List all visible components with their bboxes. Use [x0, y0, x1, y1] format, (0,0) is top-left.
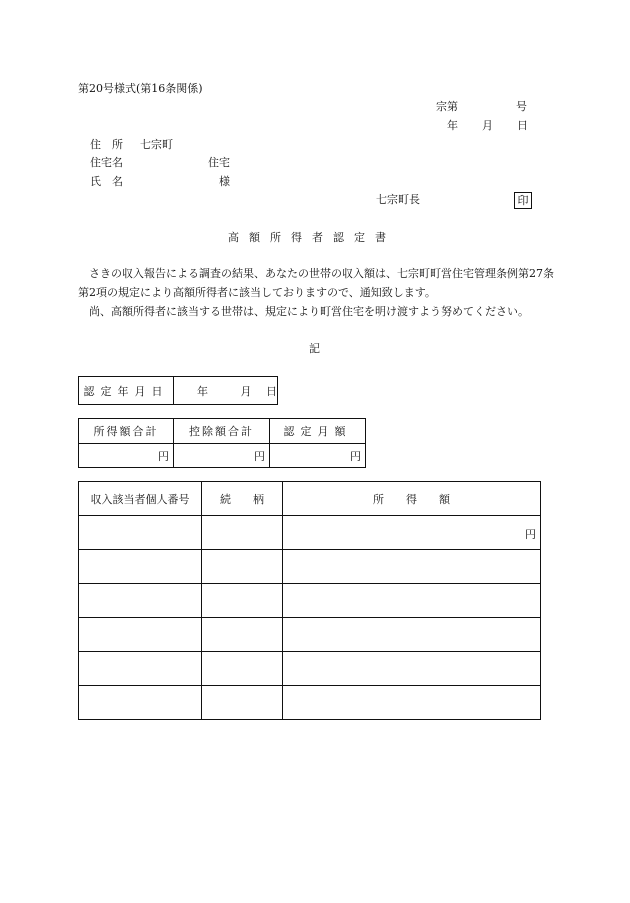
table-row — [79, 516, 541, 550]
cert-date-month: 月 — [240, 384, 252, 398]
date-year: 年 — [447, 119, 458, 132]
amount-income-unit: 円 — [158, 449, 169, 463]
member-table — [78, 481, 541, 720]
name-suffix: 様 — [219, 175, 230, 188]
amount-deduction-unit: 円 — [254, 449, 265, 463]
table-row — [79, 550, 541, 584]
issuer-title: 七宗町長 — [376, 193, 420, 206]
doc-number-suffix: 号 — [516, 100, 527, 113]
cert-date-day: 日 — [266, 384, 277, 398]
amount-deduction-cell — [174, 444, 270, 468]
document-title: 高額所得者認定書 — [228, 231, 396, 244]
table-row — [79, 686, 541, 720]
member-id-cell — [79, 516, 202, 550]
amount-income-cell — [79, 444, 174, 468]
amount-header-monthly: 認定月額 — [270, 419, 366, 444]
amount-header-income: 所得額合計 — [79, 419, 174, 444]
address-value: 七宗町 — [140, 138, 173, 151]
date-day: 日 — [517, 119, 528, 132]
member-header-id: 収入該当者個人番号 — [79, 482, 202, 516]
seal-mark: 印 — [514, 192, 532, 209]
member-header-relation: 続 柄 — [202, 482, 283, 516]
ki-mark: 記 — [309, 342, 320, 355]
cert-date-table — [78, 376, 278, 405]
cert-date-label: 認定年月日 — [79, 377, 174, 405]
amount-table — [78, 418, 366, 468]
member-relation-cell — [202, 516, 283, 550]
form-number: 第20号様式(第16条関係) — [78, 82, 203, 95]
housing-suffix: 住宅 — [208, 156, 230, 169]
member-income-cell — [283, 516, 541, 550]
member-header-income: 所 得 額 — [283, 482, 541, 516]
cert-date-value — [174, 377, 278, 405]
amount-monthly-unit: 円 — [350, 449, 361, 463]
paragraph-1: さきの収入報告による調査の結果、あなたの世帯の収入額は、七宗町町営住宅管理条例第27条第2項の規定により高額所得者に該当しておりますので、通知致します。 — [78, 267, 554, 299]
member-income-unit: 円 — [525, 528, 536, 541]
body-text — [78, 264, 558, 321]
amount-header-deduction: 控除額合計 — [174, 419, 270, 444]
table-row — [79, 652, 541, 686]
cert-date-year: 年 — [197, 384, 208, 398]
table-row — [79, 584, 541, 618]
doc-number-prefix: 宗第 — [436, 100, 458, 113]
date-month: 月 — [482, 119, 493, 132]
address-label: 住 所 — [90, 138, 123, 151]
name-label: 氏 名 — [90, 175, 123, 188]
table-row — [79, 618, 541, 652]
housing-label: 住宅名 — [90, 156, 123, 169]
amount-monthly-cell — [270, 444, 366, 468]
paragraph-2: 尚、高額所得者に該当する世帯は、規定により町営住宅を明け渡すよう努めてください。 — [89, 305, 529, 318]
